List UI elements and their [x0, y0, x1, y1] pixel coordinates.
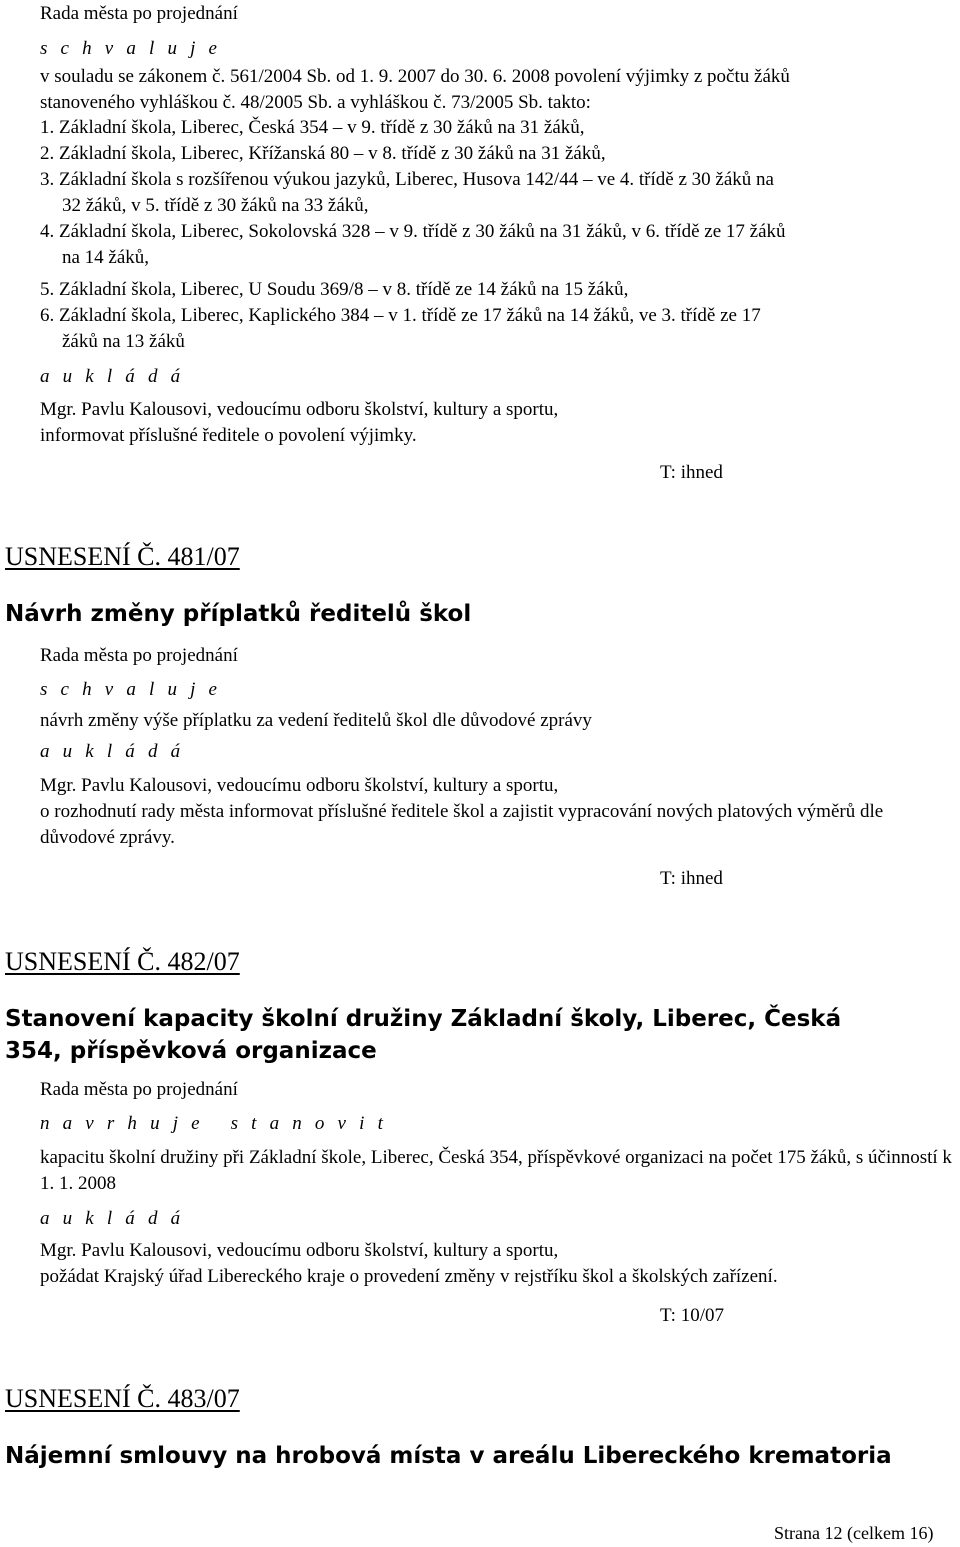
list-item: 4. Základní škola, Liberec, Sokolovská 328 – v 9. třídě z 30 žáků na 31 žáků, v 6. třídě ze 17 žáků: [40, 221, 786, 242]
decision-verb: s c h v a l u j e: [40, 38, 222, 59]
resolution-title: Nájemní smlouvy na hrobová místa v areálu Libereckého krematoria: [5, 1443, 892, 1469]
responsible-person: Mgr. Pavlu Kalousovi, vedoucímu odboru školství, kultury a sportu,: [40, 1240, 559, 1261]
task-text: požádat Krajský úřad Libereckého kraje o provedení změny v rejstříku škol a školských zařízení.: [40, 1266, 778, 1287]
decision-verb: n a v r h u j e s t a n o v i t: [40, 1113, 388, 1134]
list-item: 5. Základní škola, Liberec, U Soudu 369/8 – v 8. třídě ze 14 žáků na 15 žáků,: [40, 279, 629, 300]
decision-rada: Rada města po projednání: [40, 645, 238, 666]
term: T: 10/07: [660, 1305, 724, 1326]
task-text: o rozhodnutí rady města informovat příslušné ředitele škol a zajistit vypracování nových platových výměrů dle důvodové zprávy.: [40, 801, 884, 848]
list-item: 1. Základní škola, Liberec, Česká 354 – v 9. třídě z 30 žáků na 31 žáků,: [40, 117, 585, 138]
list-item: 6. Základní škola, Liberec, Kaplického 384 – v 1. třídě ze 17 žáků na 14 žáků, ve 3. třídě ze 17: [40, 305, 761, 326]
resolution-title: Návrh změny příplatků ředitelů škol: [5, 601, 472, 627]
resolution-heading: USNESENÍ Č. 482/07: [5, 947, 240, 976]
paragraph-line: stanoveného vyhláškou č. 48/2005 Sb. a vyhláškou č. 73/2005 Sb. takto:: [40, 92, 591, 113]
decision-text: kapacitu školní družiny při Základní škole, Liberec, Česká 354, příspěvkové organizaci na počet 175 žáků, s účinností k 1. 1. 2008: [40, 1147, 952, 1194]
decision-verb: s c h v a l u j e: [40, 679, 222, 700]
decision-rada: Rada města po projednání: [40, 1079, 238, 1100]
term: T: ihned: [660, 462, 723, 483]
decision-verb: a u k l á d á: [40, 1208, 185, 1229]
responsible-person: Mgr. Pavlu Kalousovi, vedoucímu odboru školství, kultury a sportu,: [40, 399, 559, 420]
list-item-continuation: 32 žáků, v 5. třídě z 30 žáků na 33 žáků,: [62, 195, 369, 216]
task-text: informovat příslušné ředitele o povolení výjimky.: [40, 425, 417, 446]
term: T: ihned: [660, 868, 723, 889]
decision-verb: a u k l á d á: [40, 366, 185, 387]
resolution-heading: USNESENÍ Č. 483/07: [5, 1384, 240, 1413]
decision-text: návrh změny výše příplatku za vedení ředitelů škol dle důvodové zprávy: [40, 710, 592, 731]
resolution-title: Stanovení kapacity školní družiny Základní školy, Liberec, Česká 354, příspěvková organizace: [5, 1006, 842, 1064]
list-item-continuation: žáků na 13 žáků: [62, 331, 185, 352]
list-item: 3. Základní škola s rozšířenou výukou jazyků, Liberec, Husova 142/44 – ve 4. třídě z 30 žáků na: [40, 169, 774, 190]
paragraph-line: v souladu se zákonem č. 561/2004 Sb. od 1. 9. 2007 do 30. 6. 2008 povolení výjimky z počtu žáků: [40, 66, 790, 87]
decision-rada: Rada města po projednání: [40, 3, 238, 24]
page-number: Strana 12 (celkem 16): [774, 1523, 934, 1543]
decision-verb: a u k l á d á: [40, 741, 185, 762]
responsible-person: Mgr. Pavlu Kalousovi, vedoucímu odboru školství, kultury a sportu,: [40, 775, 559, 796]
list-item-continuation: na 14 žáků,: [62, 247, 150, 268]
resolution-heading: USNESENÍ Č. 481/07: [5, 542, 240, 571]
list-item: 2. Základní škola, Liberec, Křížanská 80 – v 8. třídě z 30 žáků na 31 žáků,: [40, 143, 606, 164]
